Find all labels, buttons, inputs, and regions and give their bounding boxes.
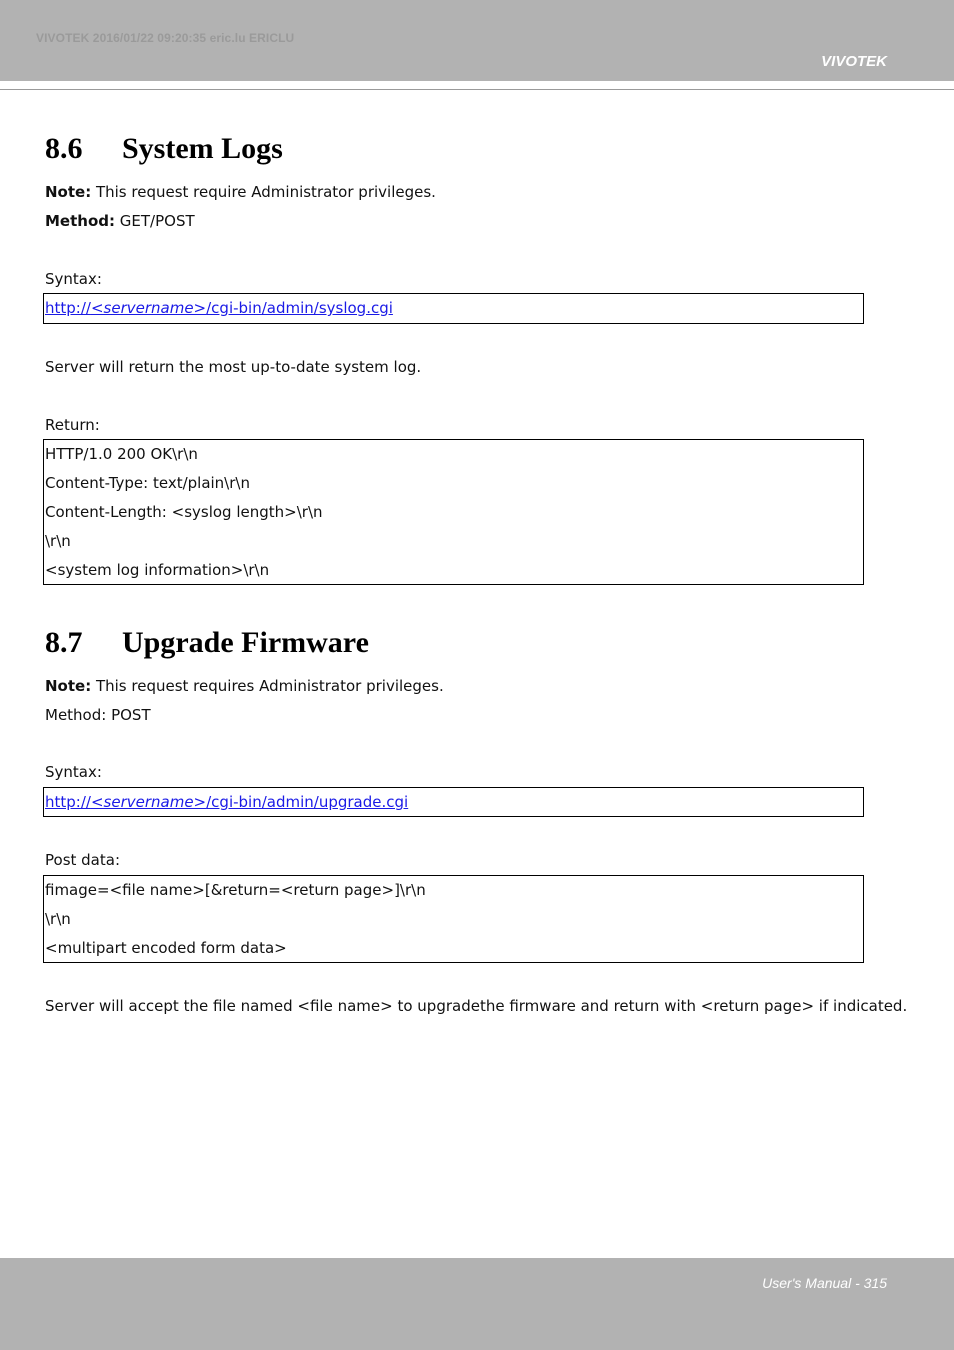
return-line: Content-Type: text/plain\r\n: [45, 474, 250, 492]
note-line: [45, 676, 444, 696]
post-data-line: fimage=<file name>[&return=<return page>]\r\n: [45, 881, 426, 899]
method-line: Method: POST: [45, 706, 151, 724]
page-header: [0, 0, 954, 81]
upgrade-url-link[interactable]: [45, 792, 408, 812]
syslog-url-link[interactable]: [45, 298, 393, 318]
method-line: [45, 211, 195, 231]
return-line: HTTP/1.0 200 OK\r\n: [45, 445, 198, 463]
method-label: Method:: [45, 212, 115, 230]
post-data-line: \r\n: [45, 910, 71, 928]
brand-label: VIVOTEK: [821, 53, 887, 70]
section-title: Upgrade Firmware: [122, 626, 369, 659]
section-heading-system-logs: [45, 131, 283, 167]
note-text: This request require Administrator privileges.: [91, 183, 436, 201]
note-line: [45, 182, 436, 202]
return-label: Return:: [45, 416, 100, 434]
note-text: This request requires Administrator privileges.: [91, 677, 444, 695]
return-line: \r\n: [45, 532, 71, 550]
post-data-box: [43, 875, 864, 963]
url-prefix: http://: [45, 793, 91, 811]
page-number-label: User's Manual - 315: [762, 1275, 887, 1291]
url-path: /cgi-bin/admin/upgrade.cgi: [206, 793, 409, 811]
url-prefix: http://: [45, 299, 91, 317]
syntax-label: Syntax:: [45, 763, 102, 781]
section-title: System Logs: [122, 132, 283, 165]
url-servername: <servername>: [90, 299, 207, 317]
return-box: [43, 439, 864, 585]
section-number: 8.7: [45, 626, 83, 659]
header-divider: [0, 89, 954, 90]
syntax-box: [43, 293, 864, 324]
url-servername: <servername>: [90, 793, 207, 811]
note-label: Note:: [45, 677, 92, 695]
header-watermark: VIVOTEK 2016/01/22 09:20:35 eric.lu ERICLU: [36, 31, 295, 45]
return-line: <system log information>\r\n: [45, 561, 270, 579]
syntax-label: Syntax:: [45, 270, 102, 288]
description-text: Server will accept the file named <file name> to upgradethe firmware and return with <return page> if indicated.: [45, 997, 908, 1015]
method-text: GET/POST: [115, 212, 195, 230]
page-footer: [0, 1258, 954, 1350]
section-number: 8.6: [45, 132, 83, 165]
post-data-label: Post data:: [45, 851, 120, 869]
post-data-line: <multipart encoded form data>: [45, 939, 287, 957]
url-path: /cgi-bin/admin/syslog.cgi: [206, 299, 393, 317]
note-label: Note:: [45, 183, 92, 201]
description-text: Server will return the most up-to-date system log.: [45, 358, 422, 376]
section-heading-upgrade-firmware: [45, 625, 369, 661]
syntax-box: [43, 787, 864, 817]
return-line: Content-Length: <syslog length>\r\n: [45, 503, 323, 521]
